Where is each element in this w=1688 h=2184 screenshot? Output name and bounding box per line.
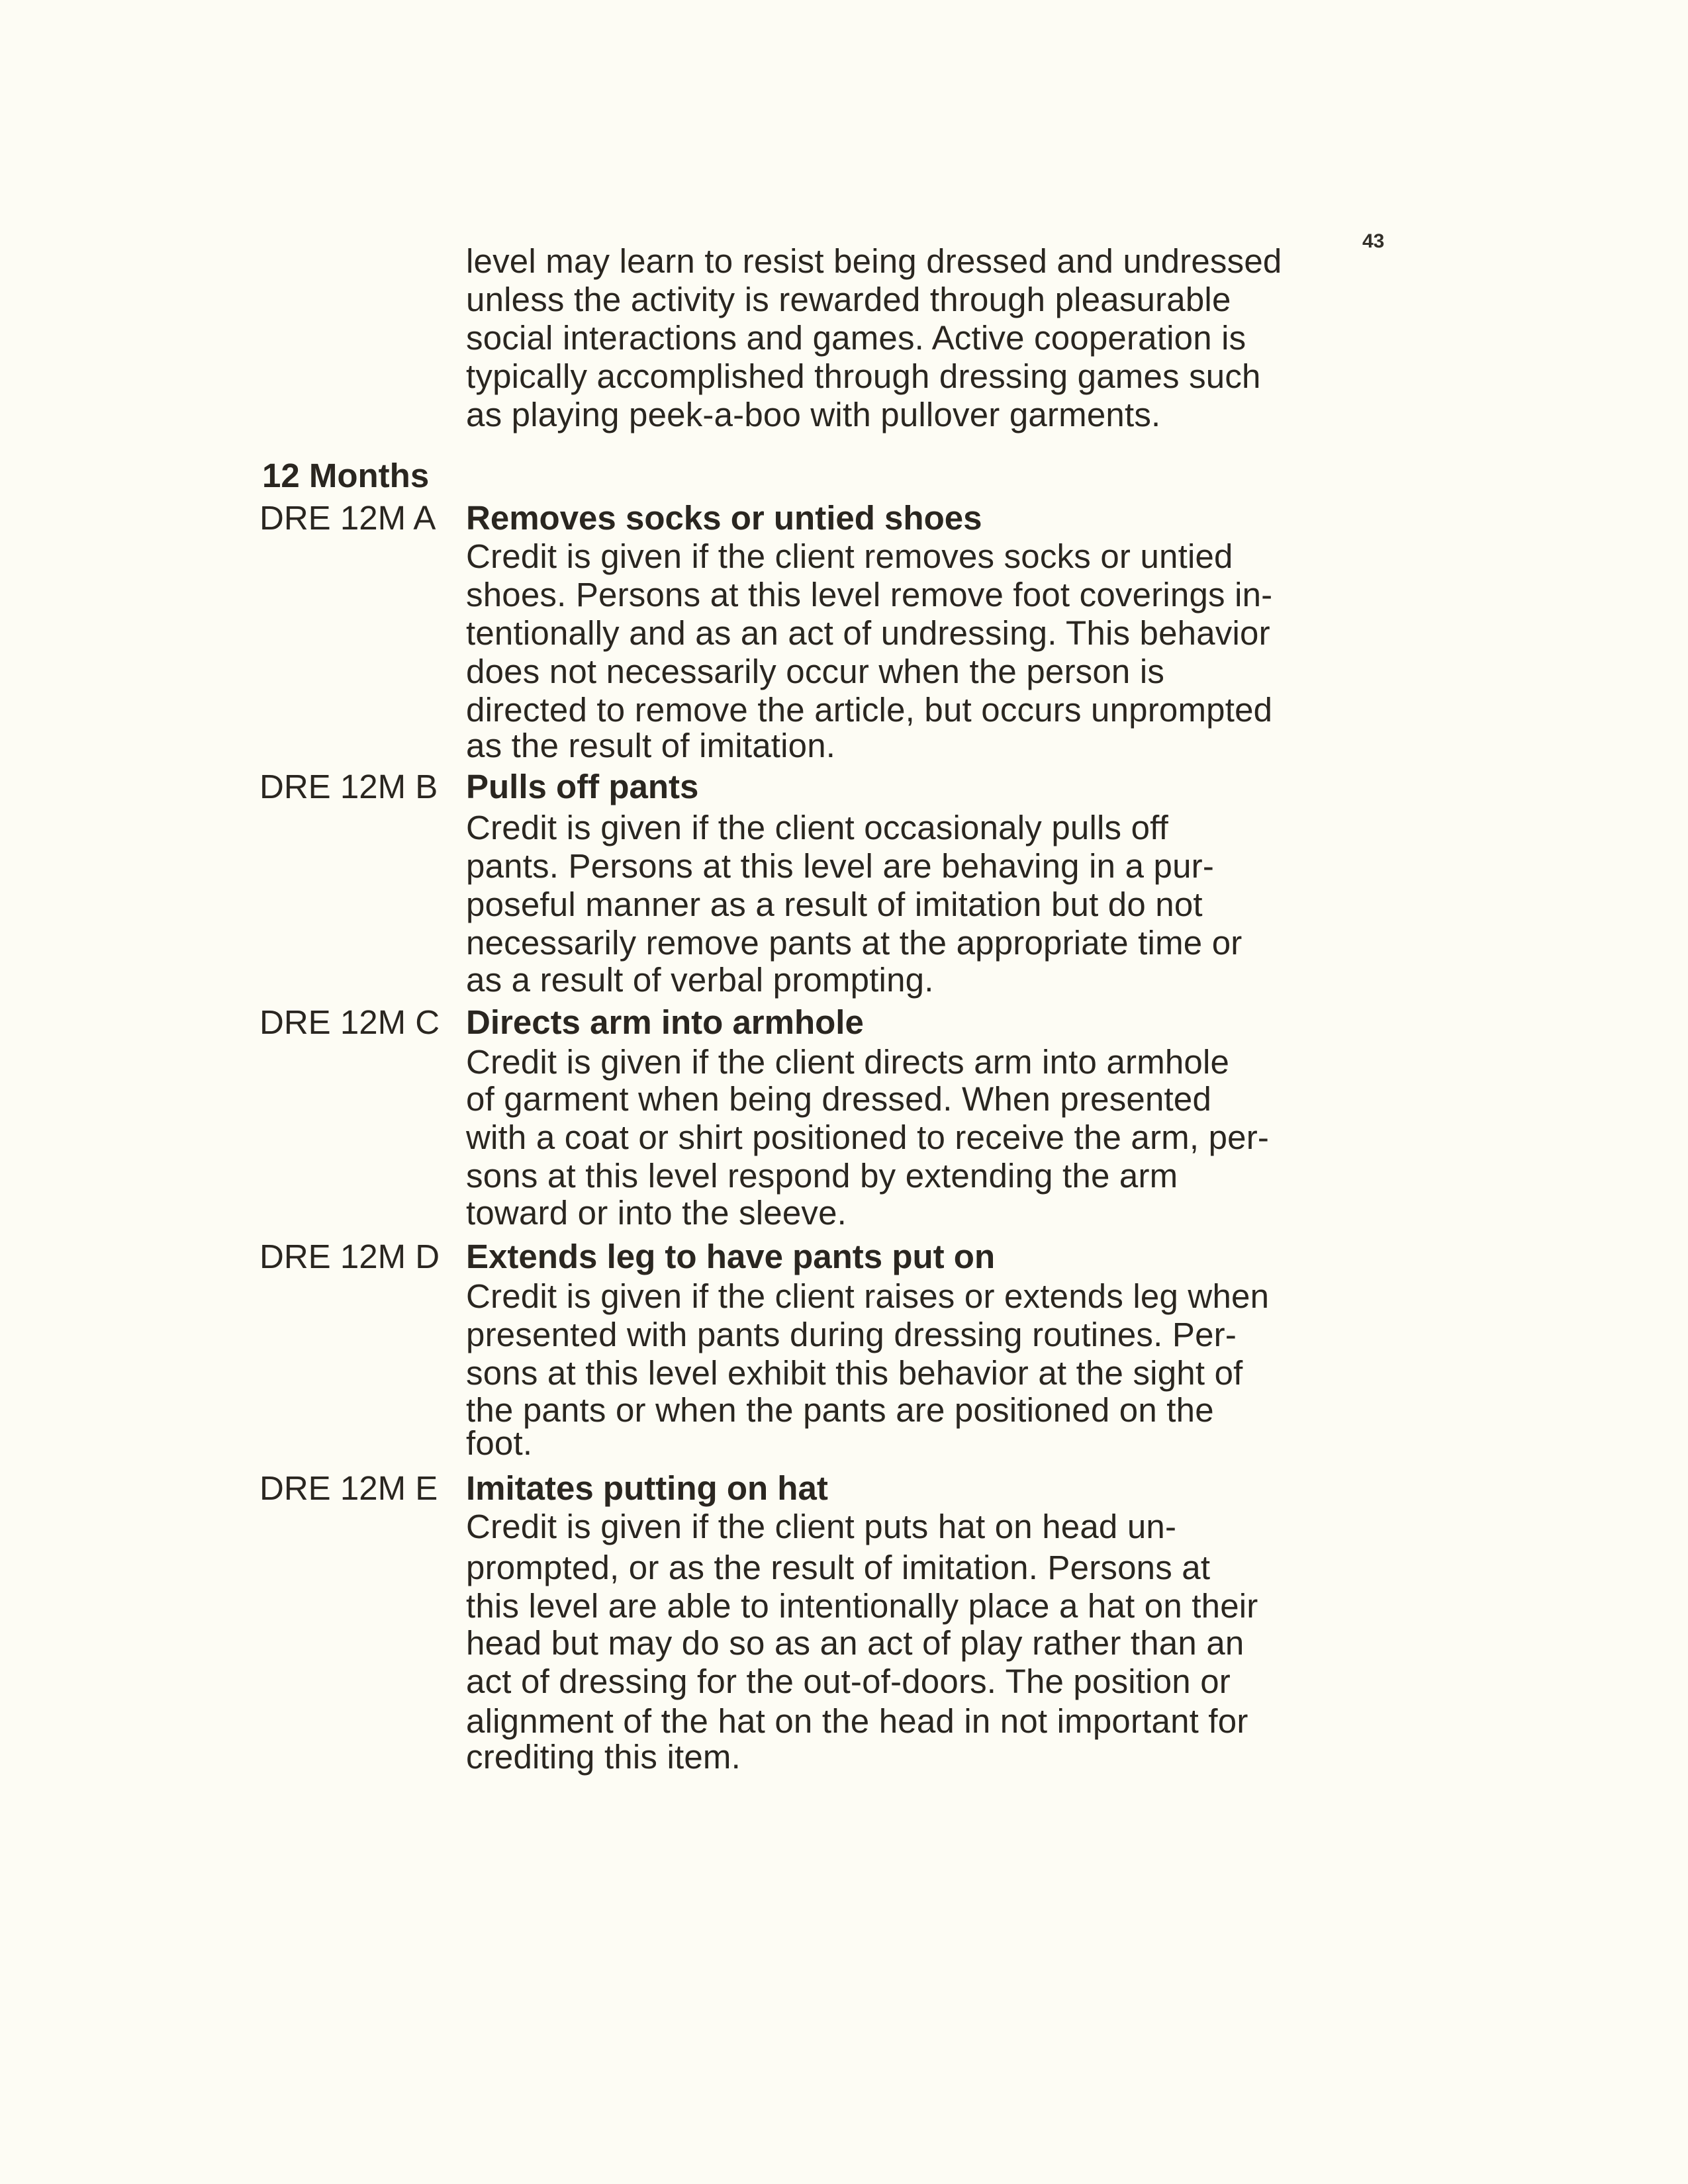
item-description-line: shoes. Persons at this level remove foot coverings in- (466, 576, 1273, 614)
item-code: DRE 12M A (259, 499, 436, 537)
item-title: Imitates putting on hat (466, 1469, 828, 1507)
item-code: DRE 12M E (259, 1469, 438, 1507)
item-title: Directs arm into armhole (466, 1003, 864, 1041)
item-description-line: the pants or when the pants are positioned on the (466, 1391, 1214, 1429)
item-description-line: Credit is given if the client puts hat on head un- (466, 1508, 1177, 1545)
item-description-line: poseful manner as a result of imitation but do not (466, 886, 1203, 923)
item-description-line: does not necessarily occur when the person is (466, 653, 1165, 690)
item-code: DRE 12M C (259, 1003, 440, 1041)
item-description-line: foot. (466, 1424, 533, 1462)
item-description-line: tentionally and as an act of undressing. This behavior (466, 614, 1270, 652)
item-description-line: as the result of imitation. (466, 727, 836, 764)
item-code: DRE 12M D (259, 1238, 440, 1275)
intro-line: as playing peek-a-boo with pullover garments. (466, 396, 1161, 433)
item-code: DRE 12M B (259, 768, 438, 805)
item-description-line: head but may do so as an act of play rather than an (466, 1624, 1244, 1662)
item-description-line: pants. Persons at this level are behaving in a pur- (466, 847, 1215, 885)
item-description-line: this level are able to intentionally place a hat on their (466, 1587, 1258, 1625)
item-description-line: toward or into the sleeve. (466, 1194, 847, 1232)
section-heading: 12 Months (262, 457, 430, 494)
item-title: Pulls off pants (466, 768, 699, 805)
item-description-line: act of dressing for the out-of-doors. The position or (466, 1662, 1231, 1700)
item-description-line: Credit is given if the client removes socks or untied (466, 537, 1233, 575)
intro-line: level may learn to resist being dressed and undressed (466, 242, 1282, 280)
item-description-line: crediting this item. (466, 1738, 741, 1776)
item-description-line: alignment of the hat on the head in not important for (466, 1702, 1248, 1740)
item-description-line: Credit is given if the client occasionaly pulls off (466, 809, 1168, 846)
item-description-line: sons at this level exhibit this behavior at the sight of (466, 1354, 1243, 1392)
item-description-line: prompted, or as the result of imitation. Persons at (466, 1549, 1211, 1586)
item-description-line: sons at this level respond by extending the arm (466, 1157, 1178, 1195)
intro-line: social interactions and games. Active cooperation is (466, 319, 1246, 357)
item-description-line: with a coat or shirt positioned to receive the arm, per- (466, 1118, 1270, 1156)
item-description-line: as a result of verbal prompting. (466, 961, 934, 999)
item-title: Removes socks or untied shoes (466, 499, 982, 537)
item-description-line: necessarily remove pants at the appropriate time or (466, 924, 1243, 962)
item-description-line: Credit is given if the client directs arm into armhole (466, 1043, 1230, 1081)
item-description-line: presented with pants during dressing routines. Per- (466, 1316, 1237, 1353)
item-description-line: Credit is given if the client raises or extends leg when (466, 1277, 1270, 1315)
item-title: Extends leg to have pants put on (466, 1238, 996, 1275)
item-description-line: directed to remove the article, but occurs unprompted (466, 691, 1273, 729)
item-description-line: of garment when being dressed. When presented (466, 1080, 1212, 1118)
intro-line: unless the activity is rewarded through pleasurable (466, 281, 1231, 318)
intro-line: typically accomplished through dressing games such (466, 357, 1261, 395)
page-number: 43 (1362, 230, 1385, 252)
